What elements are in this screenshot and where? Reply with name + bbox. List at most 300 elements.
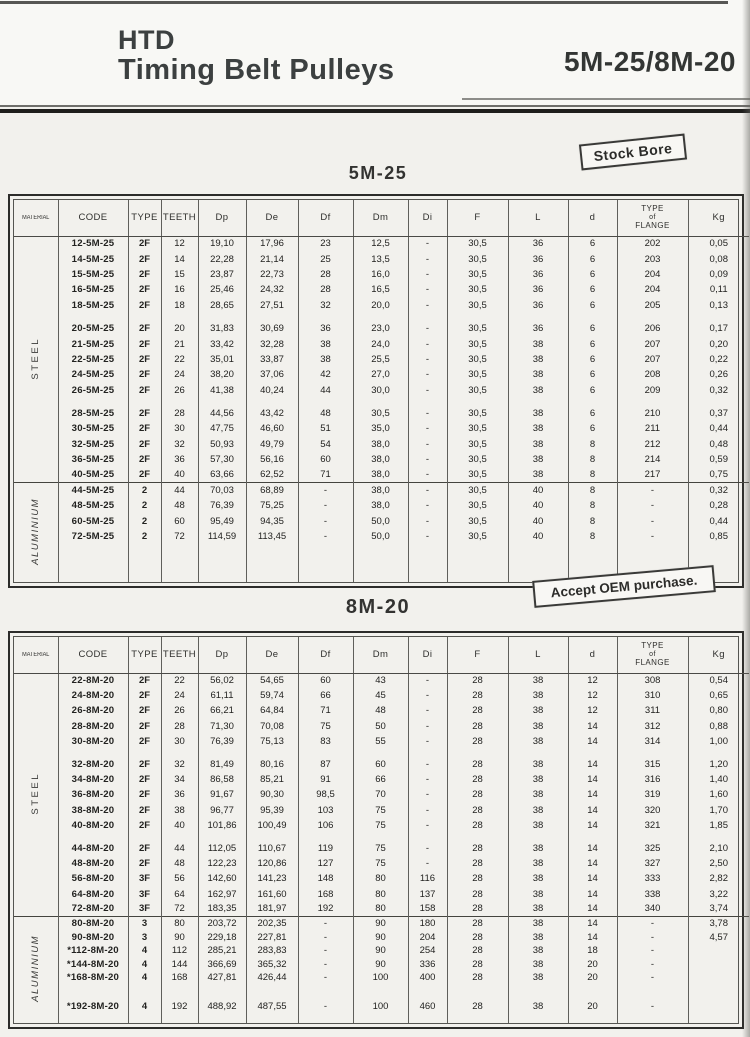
cell-dm: 100 <box>353 999 408 1013</box>
table-row <box>14 406 749 421</box>
cell-f: 28 <box>447 772 508 787</box>
cell-type: 3 <box>128 917 161 931</box>
cell-dp: 71,30 <box>198 719 246 734</box>
cell-di: - <box>408 787 447 802</box>
cell-code: 22-8M-20 <box>58 673 128 688</box>
cell-flange: 208 <box>617 367 688 382</box>
cell-di: 116 <box>408 871 447 886</box>
cell-l: 38 <box>508 734 568 749</box>
cell-df: 36 <box>298 321 353 336</box>
table-row <box>14 787 749 802</box>
cell-type: 4 <box>128 957 161 971</box>
cell-df: 91 <box>298 772 353 787</box>
cell-dp: 57,30 <box>198 452 246 467</box>
cell-flange: - <box>617 971 688 985</box>
cell-l: 38 <box>508 999 568 1013</box>
cell-de: 32,28 <box>246 336 298 351</box>
cell-kg: 0,28 <box>709 500 728 512</box>
cell-df: - <box>298 917 353 931</box>
gap-cell <box>298 749 353 757</box>
cell-di: - <box>408 298 447 313</box>
cell-di: - <box>408 421 447 436</box>
table-5m25-inner <box>13 199 739 583</box>
cell-teeth: 26 <box>161 703 198 718</box>
scan-top-edge <box>0 1 728 4</box>
cell-l: 38 <box>508 406 568 421</box>
cell-teeth: 64 <box>161 886 198 901</box>
cell-dm: 30,0 <box>353 383 408 398</box>
cell-l: 38 <box>508 818 568 833</box>
cell-type: 2F <box>128 757 161 772</box>
cell-d: 6 <box>568 406 617 421</box>
cell-teeth: 32 <box>161 437 198 452</box>
cell-df: 25 <box>298 251 353 266</box>
cell-l: 40 <box>508 483 568 498</box>
cell-dm: 25,5 <box>353 352 408 367</box>
cell-type: 2F <box>128 841 161 856</box>
table-row <box>14 841 749 856</box>
gap-cell <box>161 833 198 841</box>
gap-cell <box>298 833 353 841</box>
cell-di: 400 <box>408 971 447 985</box>
filler-cell <box>617 1013 688 1023</box>
col-material: MATERIAL <box>16 200 56 236</box>
cell-code: 15-5M-25 <box>58 267 128 282</box>
table-row <box>14 437 749 452</box>
table-row <box>14 688 749 703</box>
cell-kg: 3,74 <box>709 903 728 915</box>
cell-teeth: 72 <box>161 529 198 544</box>
cell-teeth: 36 <box>161 787 198 802</box>
cell-df: 71 <box>298 703 353 718</box>
cell-type: 2F <box>128 856 161 871</box>
cell-df: 106 <box>298 818 353 833</box>
cell-d: 14 <box>568 917 617 931</box>
gap-cell <box>408 833 447 841</box>
cell-dp: 70,03 <box>198 483 246 498</box>
cell-df: 98,5 <box>298 787 353 802</box>
gap-cell <box>246 313 298 321</box>
cell-code: 64-8M-20 <box>58 886 128 901</box>
table-row <box>14 452 749 467</box>
cell-dm: 90 <box>353 917 408 931</box>
cell-di: 254 <box>408 944 447 958</box>
cell-dm: 70 <box>353 787 408 802</box>
cell-l: 36 <box>508 282 568 297</box>
gap-cell <box>408 398 447 406</box>
cell-dp: 22,28 <box>198 251 246 266</box>
cell-code: 48-8M-20 <box>58 856 128 871</box>
table-row <box>14 421 749 436</box>
material-label-text: STEEL <box>30 336 42 380</box>
cell-f: 28 <box>447 944 508 958</box>
cell-l: 36 <box>508 298 568 313</box>
cell-de: 110,67 <box>246 841 298 856</box>
cell-type: 2F <box>128 437 161 452</box>
cell-l: 40 <box>508 529 568 544</box>
cell-di: - <box>408 437 447 452</box>
gap-cell <box>161 984 198 999</box>
cell-flange: 311 <box>617 703 688 718</box>
gap-cell <box>568 984 617 999</box>
cell-di: - <box>408 282 447 297</box>
cell-dp: 488,92 <box>198 999 246 1013</box>
col-flange-line3: FLANGE <box>635 220 670 230</box>
gap-cell <box>58 833 128 841</box>
cell-teeth: 72 <box>161 902 198 917</box>
cell-f: 28 <box>447 803 508 818</box>
cell-di: - <box>408 818 447 833</box>
cell-dm: 23,0 <box>353 321 408 336</box>
cell-di: - <box>408 336 447 351</box>
cell-di: - <box>408 856 447 871</box>
cell-flange: 204 <box>617 282 688 297</box>
table-row <box>14 352 749 367</box>
cell-flange: - <box>617 944 688 958</box>
cell-flange: 320 <box>617 803 688 818</box>
cell-dp: 35,01 <box>198 352 246 367</box>
cell-flange: 325 <box>617 841 688 856</box>
cell-dm: 90 <box>353 944 408 958</box>
filler-cell <box>58 544 128 582</box>
col-de: De <box>246 200 298 236</box>
table-row <box>14 734 749 749</box>
table-row <box>14 703 749 718</box>
oem-stamp: Accept OEM purchase. <box>532 565 716 608</box>
cell-code: 34-8M-20 <box>58 772 128 787</box>
stock-bore-stamp: Stock Bore <box>579 134 687 171</box>
gap-cell <box>128 313 161 321</box>
cell-dm: 16,5 <box>353 282 408 297</box>
cell-di: - <box>408 803 447 818</box>
cell-kg: 0,88 <box>709 720 728 732</box>
cell-l: 38 <box>508 383 568 398</box>
cell-f: 30,5 <box>447 336 508 351</box>
cell-code: 14-5M-25 <box>58 251 128 266</box>
scan-right-edge <box>742 0 750 1037</box>
cell-code: 48-5M-25 <box>58 498 128 513</box>
cell-de: 487,55 <box>246 999 298 1013</box>
cell-type: 2F <box>128 267 161 282</box>
cell-type: 2F <box>128 673 161 688</box>
cell-df: 83 <box>298 734 353 749</box>
col-flange-line1: TYPE <box>641 641 664 651</box>
cell-di: 336 <box>408 957 447 971</box>
cell-flange: 210 <box>617 406 688 421</box>
cell-flange: - <box>617 999 688 1013</box>
cell-dp: 23,87 <box>198 267 246 282</box>
cell-teeth: 36 <box>161 452 198 467</box>
cell-di: - <box>408 383 447 398</box>
cell-dm: 50,0 <box>353 529 408 544</box>
cell-l: 38 <box>508 336 568 351</box>
cell-code: 21-5M-25 <box>58 336 128 351</box>
cell-kg: 1,40 <box>709 774 728 786</box>
cell-f: 30,5 <box>447 514 508 529</box>
cell-kg <box>688 999 749 1013</box>
cell-dm: 13,5 <box>353 251 408 266</box>
cell-df: 28 <box>298 267 353 282</box>
cell-de: 75,13 <box>246 734 298 749</box>
cell-flange: 211 <box>617 421 688 436</box>
cell-flange: - <box>617 930 688 944</box>
cell-kg: 0,44 <box>709 515 728 527</box>
cell-kg: 0,32 <box>688 483 749 498</box>
gap-cell <box>688 398 749 406</box>
cell-df: 192 <box>298 902 353 917</box>
cell-code: 24-5M-25 <box>58 367 128 382</box>
cell-flange: 319 <box>617 787 688 802</box>
col-flange-line2: of <box>649 213 656 221</box>
table-row <box>14 957 749 971</box>
col-df: Df <box>298 637 353 673</box>
cell-di: - <box>408 236 447 251</box>
filler-row <box>14 1013 749 1023</box>
cell-df: 119 <box>298 841 353 856</box>
cell-flange: 338 <box>617 886 688 901</box>
cell-di: - <box>408 703 447 718</box>
cell-d: 14 <box>568 902 617 917</box>
filler-cell <box>198 1013 246 1023</box>
cell-flange: 308 <box>617 673 688 688</box>
cell-d: 14 <box>568 841 617 856</box>
cell-d: 8 <box>568 467 617 482</box>
cell-flange: 205 <box>617 298 688 313</box>
cell-code: 90-8M-20 <box>58 930 128 944</box>
cell-l: 38 <box>508 957 568 971</box>
cell-kg: 0,09 <box>709 268 728 280</box>
cell-dm: 75 <box>353 856 408 871</box>
cell-de: 365,32 <box>246 957 298 971</box>
cell-flange: 207 <box>617 352 688 367</box>
filler-cell <box>447 544 508 582</box>
col-f: F <box>447 637 508 673</box>
gap-cell <box>198 313 246 321</box>
cell-type: 2F <box>128 321 161 336</box>
cell-f: 28 <box>447 734 508 749</box>
cell-dm: 38,0 <box>353 483 408 498</box>
gap-cell <box>617 833 688 841</box>
cell-teeth: 26 <box>161 383 198 398</box>
table-8m20-inner <box>13 636 739 1024</box>
cell-de: 75,25 <box>246 498 298 513</box>
cell-code: 24-8M-20 <box>58 688 128 703</box>
cell-code: 32-8M-20 <box>58 757 128 772</box>
cell-f: 28 <box>447 757 508 772</box>
cell-kg: 0,11 <box>709 284 728 296</box>
cell-df: 44 <box>298 383 353 398</box>
cell-l: 38 <box>508 467 568 482</box>
cell-df: 48 <box>298 406 353 421</box>
cell-teeth: 144 <box>161 957 198 971</box>
cell-type: 2 <box>128 529 161 544</box>
filler-cell <box>161 1013 198 1023</box>
cell-d: 20 <box>568 971 617 985</box>
group-gap-row <box>14 313 749 321</box>
col-flange-line1: TYPE <box>641 204 664 214</box>
table-body-5m25 <box>14 236 749 582</box>
cell-type: 2F <box>128 688 161 703</box>
cell-dm: 12,5 <box>353 236 408 251</box>
cell-code: 38-8M-20 <box>58 803 128 818</box>
cell-d: 14 <box>568 930 617 944</box>
cell-code: 20-5M-25 <box>58 321 128 336</box>
cell-de: 227,81 <box>246 930 298 944</box>
cell-de: 30,69 <box>246 321 298 336</box>
cell-type: 2 <box>128 483 161 498</box>
cell-type: 2F <box>128 352 161 367</box>
cell-di: - <box>408 267 447 282</box>
cell-f: 30,5 <box>447 267 508 282</box>
cell-l: 38 <box>508 930 568 944</box>
table-row <box>14 336 749 351</box>
cell-de: 100,49 <box>246 818 298 833</box>
cell-type: 2F <box>128 236 161 251</box>
cell-f: 30,5 <box>447 406 508 421</box>
cell-d: 14 <box>568 734 617 749</box>
cell-kg: 0,59 <box>709 454 728 466</box>
cell-f: 28 <box>447 787 508 802</box>
cell-df: 60 <box>298 673 353 688</box>
cell-teeth: 22 <box>161 352 198 367</box>
cell-dm: 50,0 <box>353 514 408 529</box>
table-8m20 <box>8 631 744 1029</box>
cell-kg: 0,08 <box>709 253 728 265</box>
gap-cell <box>508 313 568 321</box>
table-row <box>14 483 749 498</box>
cell-kg <box>688 971 749 985</box>
cell-code: *144-8M-20 <box>58 957 128 971</box>
cell-f: 30,5 <box>447 467 508 482</box>
col-d: d <box>568 637 617 673</box>
col-flange-line2: of <box>649 650 656 658</box>
brand-line1: HTD <box>118 25 175 55</box>
filler-cell <box>58 1013 128 1023</box>
cell-de: 33,87 <box>246 352 298 367</box>
cell-df: - <box>298 957 353 971</box>
cell-df: 32 <box>298 298 353 313</box>
material-label <box>14 236 58 483</box>
cell-type: 2F <box>128 367 161 382</box>
cell-f: 28 <box>447 841 508 856</box>
cell-flange: 314 <box>617 734 688 749</box>
col-type: TYPE <box>128 200 161 236</box>
cell-de: 202,35 <box>246 917 298 931</box>
table-row <box>14 856 749 871</box>
cell-dm: 75 <box>353 818 408 833</box>
cell-d: 8 <box>568 437 617 452</box>
table-header-row <box>14 637 749 673</box>
cell-di: - <box>408 673 447 688</box>
cell-dp: 96,77 <box>198 803 246 818</box>
gap-cell <box>198 398 246 406</box>
cell-de: 46,60 <box>246 421 298 436</box>
group-gap-row <box>14 833 749 841</box>
cell-di: - <box>408 321 447 336</box>
gap-cell <box>688 833 749 841</box>
cell-type: 2F <box>128 282 161 297</box>
cell-dp: 28,65 <box>198 298 246 313</box>
cell-de: 141,23 <box>246 871 298 886</box>
gap-cell <box>298 313 353 321</box>
gap-cell <box>508 833 568 841</box>
cell-flange: 214 <box>617 452 688 467</box>
cell-dm: 35,0 <box>353 421 408 436</box>
cell-d: 18 <box>568 944 617 958</box>
cell-de: 59,74 <box>246 688 298 703</box>
cell-de: 40,24 <box>246 383 298 398</box>
cell-di: - <box>408 757 447 772</box>
cell-d: 14 <box>568 787 617 802</box>
col-l: L <box>508 200 568 236</box>
cell-dm: 38,0 <box>353 437 408 452</box>
gap-cell <box>128 749 161 757</box>
cell-kg: 0,44 <box>709 423 728 435</box>
cell-de: 56,16 <box>246 452 298 467</box>
cell-code: 44-8M-20 <box>58 841 128 856</box>
material-label-text: STEEL <box>30 772 42 815</box>
cell-df: - <box>298 930 353 944</box>
cell-type: 2F <box>128 772 161 787</box>
cell-kg: 2,50 <box>709 858 728 870</box>
gap-cell <box>447 313 508 321</box>
group-gap-row <box>14 984 749 999</box>
cell-code: 28-8M-20 <box>58 719 128 734</box>
cell-kg: 0,32 <box>709 384 728 396</box>
col-dm: Dm <box>353 200 408 236</box>
cell-teeth: 44 <box>161 841 198 856</box>
gap-cell <box>617 984 688 999</box>
cell-type: 4 <box>128 944 161 958</box>
cell-teeth: 56 <box>161 871 198 886</box>
cell-f: 28 <box>447 703 508 718</box>
cell-l: 38 <box>508 787 568 802</box>
cell-de: 85,21 <box>246 772 298 787</box>
cell-dm: 75 <box>353 803 408 818</box>
gap-cell <box>408 749 447 757</box>
cell-de: 426,44 <box>246 971 298 985</box>
cell-kg: 1,60 <box>709 789 728 801</box>
cell-d: 14 <box>568 856 617 871</box>
cell-type: 2F <box>128 406 161 421</box>
cell-flange: - <box>617 514 688 529</box>
cell-kg: 1,70 <box>709 804 728 816</box>
gap-cell <box>568 749 617 757</box>
gap-cell <box>246 984 298 999</box>
cell-f: 30,5 <box>447 282 508 297</box>
cell-type: 2F <box>128 251 161 266</box>
col-f: F <box>447 200 508 236</box>
cell-teeth: 32 <box>161 757 198 772</box>
cell-dp: 50,93 <box>198 437 246 452</box>
col-type: TYPE <box>128 637 161 673</box>
cell-dp: 25,46 <box>198 282 246 297</box>
cell-di: - <box>408 406 447 421</box>
gap-cell <box>688 749 749 757</box>
cell-dp: 427,81 <box>198 971 246 985</box>
cell-code: 56-8M-20 <box>58 871 128 886</box>
cell-teeth: 18 <box>161 298 198 313</box>
filler-cell <box>128 1013 161 1023</box>
gap-cell <box>447 749 508 757</box>
cell-teeth: 21 <box>161 336 198 351</box>
cell-type: 2F <box>128 298 161 313</box>
cell-dp: 183,35 <box>198 902 246 917</box>
cell-code: 36-5M-25 <box>58 452 128 467</box>
cell-df: 71 <box>298 467 353 482</box>
table-row <box>14 999 749 1013</box>
cell-l: 38 <box>508 688 568 703</box>
